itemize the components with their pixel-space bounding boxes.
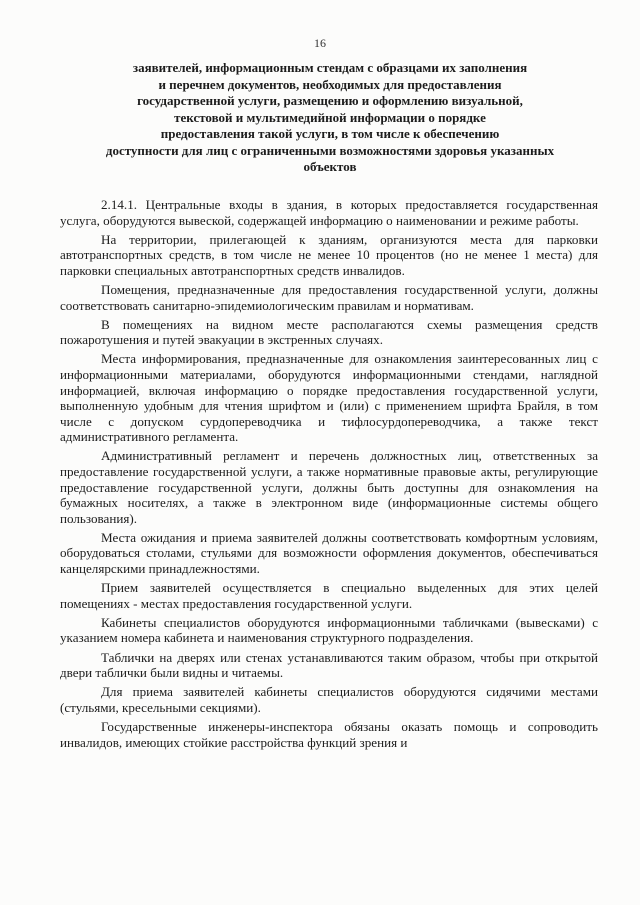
paragraph: Таблички на дверях или стенах устанавливаются таким образом, чтобы при открытой двери таблички были видны и читаемы. <box>60 649 598 681</box>
paragraph: 2.14.1. Центральные входы в здания, в которых предоставляется государственная услуга, оборудуются вывеской, содержащей информацию о наименовании и режиме работы. <box>60 197 598 228</box>
body-text <box>60 197 598 754</box>
heading-line: государственной услуги, размещению и оформлению визуальной, <box>137 93 523 108</box>
paragraph: На территории, прилегающей к зданиям, организуются места для парковки автотранспортных средств, в том числе не менее 10 процентов (но не менее 1 места) для парковки специальных автотранспортных средств инвалидов. <box>60 231 598 278</box>
heading-line: текстовой и мультимедийной информации о порядке <box>174 109 486 125</box>
page-number: 16 <box>314 36 326 50</box>
heading-line: объектов <box>303 159 357 174</box>
paragraph: Кабинеты специалистов оборудуются информационными табличками (вывесками) с указанием номера кабинета и наименования структурного подразделения. <box>60 614 598 646</box>
paragraph: Административный регламент и перечень должностных лиц, ответственных за предоставление государственной услуги, а также нормативные правовые акты, регулирующие предоставление государственной услуги, должны быть доступны для ознакомления на бумажных носителях, а также в электронном виде (информационные системы общего пользования). <box>60 448 598 526</box>
heading-line: доступности для лиц с ограниченными возможностями здоровья указанных <box>105 142 555 158</box>
paragraph: Помещения, предназначенные для предоставления государственной услуги, должны соответствовать санитарно-эпидемиологическим правилам и нормативам. <box>60 281 598 313</box>
paragraph: Места ожидания и приема заявителей должны соответствовать комфортным условиям, оборудоваться столами, стульями для возможности оформления документов, обеспечиваться канцелярскими принадлежностями. <box>60 529 598 577</box>
paragraph: Места информирования, предназначенные для ознакомления заинтересованных лиц с информационными материалами, оборудуются информационными стендами, наглядной информацией, включая информацию о порядке предоставления государственной услуги, выполненную удобным для чтения шрифтом и (или) с применением шрифта Брайля, в том числе с допуском сурдопереводчика и тифлосурдопереводчика, а также текст административного регламента. <box>60 351 598 445</box>
heading-line: предоставления такой услуги, в том числе к обеспечению <box>160 126 500 141</box>
paragraph: Государственные инженеры-инспектора обязаны оказать помощь и сопроводить инвалидов, имеющих стойкие расстройства функций зрения и <box>60 718 598 750</box>
paragraph: В помещениях на видном месте располагаются схемы размещения средств пожаротушения и путей эвакуации в экстренных случаях. <box>60 316 598 348</box>
section-heading <box>60 60 600 176</box>
heading-line: заявителей, информационным стендам с образцами их заполнения <box>132 60 528 75</box>
heading-line: и перечнем документов, необходимых для предоставления <box>158 76 502 92</box>
paragraph: Для приема заявителей кабинеты специалистов оборудуются сидячими местами (стульями, кресельными секциями). <box>60 684 598 715</box>
paragraph: Прием заявителей осуществляется в специально выделенных для этих целей помещениях - местах предоставления государственной услуги. <box>60 580 598 611</box>
